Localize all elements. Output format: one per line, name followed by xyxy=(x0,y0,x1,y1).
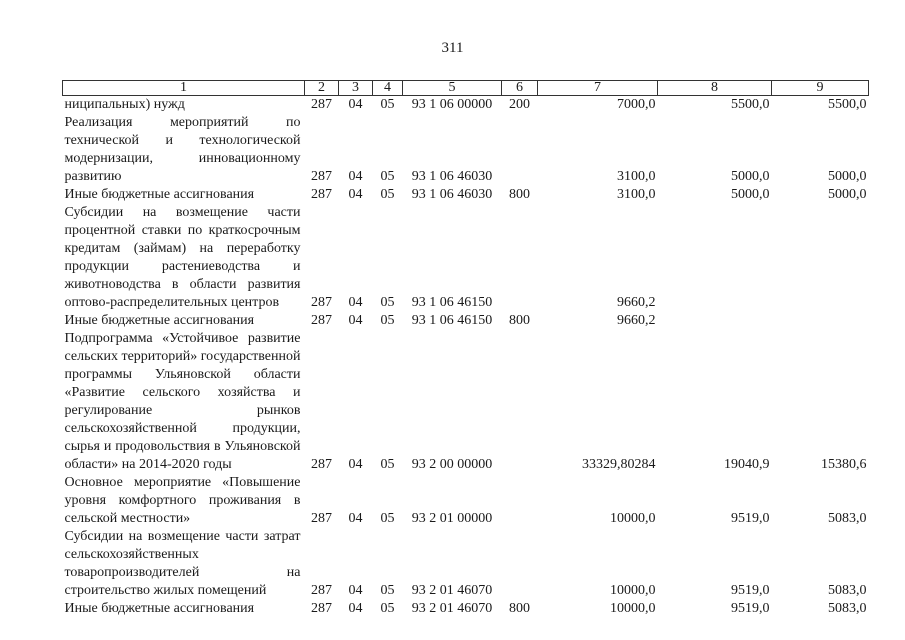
cell-col5: 93 1 06 46150 xyxy=(411,313,493,328)
cell-col4: 05 xyxy=(380,511,395,526)
cell-col8: 9519,0 xyxy=(731,511,770,526)
cell-col6 xyxy=(502,474,538,528)
cell-col4: 05 xyxy=(380,169,395,184)
cell-col3: 04 xyxy=(348,313,363,328)
cell-col8: 5000,0 xyxy=(731,187,770,202)
cell-col4: 05 xyxy=(380,601,395,616)
row-name: Основное мероприятие «Повышение уровня комфортного проживания в сельской местности» xyxy=(64,475,301,526)
table-row xyxy=(63,600,869,618)
cell-col8: 19040,9 xyxy=(724,457,770,472)
cell-col6 xyxy=(502,114,538,186)
cell-col9: 5083,0 xyxy=(828,601,867,616)
cell-col6 xyxy=(502,528,538,600)
cell-col5: 93 1 06 46030 xyxy=(411,169,493,184)
cell-col7: 33329,80284 xyxy=(582,457,656,472)
cell-col4: 05 xyxy=(380,583,395,598)
row-name: Иные бюджетные ассигнования xyxy=(64,187,255,202)
cell-col9: 5000,0 xyxy=(828,169,867,184)
row-name: Субсидии на возмещение части затрат сельскохозяйственных товаропроизводителей на строительство жилых помещений xyxy=(64,529,301,598)
cell-col3: 04 xyxy=(348,97,363,112)
cell-col8: 5500,0 xyxy=(731,97,770,112)
cell-col5: 93 1 06 00000 xyxy=(411,97,493,112)
cell-col2: 287 xyxy=(311,169,332,184)
column-header: 8 xyxy=(658,81,772,96)
table-row xyxy=(63,114,869,186)
cell-col4: 05 xyxy=(380,295,395,310)
cell-col3: 04 xyxy=(348,583,363,598)
row-name: Реализация мероприятий по технической и технологической модернизации, инновационному развитию xyxy=(64,115,301,184)
cell-col3: 04 xyxy=(348,511,363,526)
cell-col2: 287 xyxy=(311,601,332,616)
cell-col4: 05 xyxy=(380,187,395,202)
column-header: 9 xyxy=(772,81,869,96)
cell-col3: 04 xyxy=(348,601,363,616)
cell-col7: 10000,0 xyxy=(610,511,656,526)
table-row xyxy=(63,96,869,115)
cell-col5: 93 1 06 46150 xyxy=(411,295,493,310)
cell-col9: 5000,0 xyxy=(828,187,867,202)
row-name: Иные бюджетные ассигнования xyxy=(64,601,255,616)
cell-col9: 15380,6 xyxy=(821,457,867,472)
cell-col9 xyxy=(772,312,869,330)
column-header: 2 xyxy=(305,81,339,96)
column-header: 6 xyxy=(502,81,538,96)
cell-col9: 5083,0 xyxy=(828,511,867,526)
cell-col6: 800 xyxy=(509,313,530,328)
cell-col7: 9660,2 xyxy=(617,313,656,328)
cell-col8: 9519,0 xyxy=(731,583,770,598)
cell-col5: 93 2 01 46070 xyxy=(411,583,493,598)
cell-col6: 800 xyxy=(509,601,530,616)
cell-col8 xyxy=(658,204,772,312)
budget-table xyxy=(62,80,869,618)
cell-col4: 05 xyxy=(380,457,395,472)
header-row xyxy=(63,81,869,96)
cell-col9: 5083,0 xyxy=(828,583,867,598)
cell-col3: 04 xyxy=(348,457,363,472)
cell-col8 xyxy=(658,312,772,330)
row-name: Иные бюджетные ассигнования xyxy=(64,313,255,328)
cell-col5: 93 2 01 00000 xyxy=(411,511,493,526)
column-header: 3 xyxy=(339,81,373,96)
row-name: Подпрограмма «Устойчивое развитие сельских территорий» государственной программы Ульяновской области «Развитие сельского хозяйства и регулирование рынков сельскохозяйственной продукции, сырья и продовольствия в Ульяновской области» на 2014-2020 годы xyxy=(64,331,301,472)
cell-col6: 800 xyxy=(509,187,530,202)
column-header: 5 xyxy=(403,81,502,96)
cell-col5: 93 2 01 46070 xyxy=(411,601,493,616)
row-name: Субсидии на возмещение части процентной ставки по краткосрочным кредитам (займам) на переработку продукции растениеводства и животноводства в области развития оптово-распределительных центров xyxy=(64,205,301,310)
table-row xyxy=(63,204,869,312)
cell-col7: 10000,0 xyxy=(610,601,656,616)
page-number: 311 xyxy=(441,40,464,56)
column-header: 7 xyxy=(538,81,658,96)
table-row xyxy=(63,312,869,330)
cell-col6: 200 xyxy=(509,97,530,112)
table-row xyxy=(63,186,869,204)
cell-col9: 5500,0 xyxy=(828,97,867,112)
cell-col2: 287 xyxy=(311,313,332,328)
cell-col8: 9519,0 xyxy=(731,601,770,616)
cell-col7: 9660,2 xyxy=(617,295,656,310)
column-header: 4 xyxy=(373,81,403,96)
cell-col7: 3100,0 xyxy=(617,187,656,202)
column-header: 1 xyxy=(63,81,305,96)
cell-col2: 287 xyxy=(311,457,332,472)
cell-col2: 287 xyxy=(311,511,332,526)
cell-col9 xyxy=(772,204,869,312)
cell-col7: 10000,0 xyxy=(610,583,656,598)
cell-col2: 287 xyxy=(311,583,332,598)
cell-col6 xyxy=(502,330,538,474)
cell-col2: 287 xyxy=(311,187,332,202)
cell-col7: 3100,0 xyxy=(617,169,656,184)
cell-col7: 7000,0 xyxy=(617,97,656,112)
row-name: ниципальных) нужд xyxy=(64,97,185,112)
table-row xyxy=(63,330,869,474)
table-row xyxy=(63,474,869,528)
cell-col2: 287 xyxy=(311,97,332,112)
cell-col3: 04 xyxy=(348,187,363,202)
table-row xyxy=(63,528,869,600)
cell-col3: 04 xyxy=(348,169,363,184)
cell-col2: 287 xyxy=(311,295,332,310)
cell-col6 xyxy=(502,204,538,312)
cell-col4: 05 xyxy=(380,313,395,328)
cell-col5: 93 1 06 46030 xyxy=(411,187,493,202)
cell-col4: 05 xyxy=(380,97,395,112)
cell-col3: 04 xyxy=(348,295,363,310)
cell-col8: 5000,0 xyxy=(731,169,770,184)
cell-col5: 93 2 00 00000 xyxy=(411,457,493,472)
